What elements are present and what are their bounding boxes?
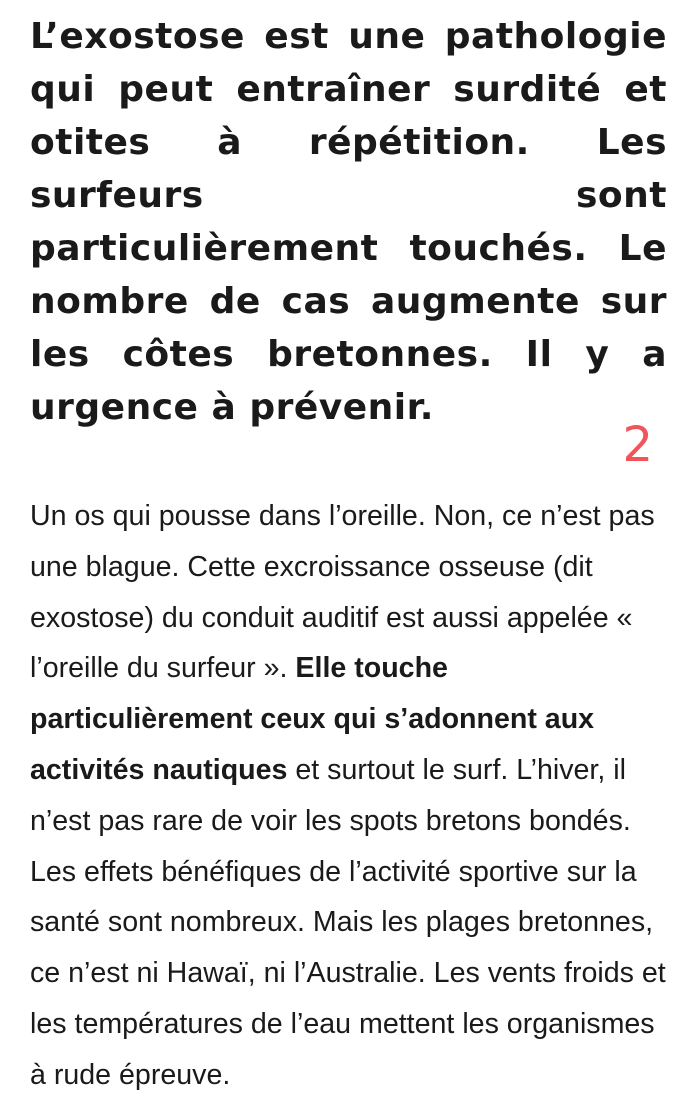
body-intro: Un os qui pousse dans l’oreille. Non, ce n’est pas une blague. Cette excroissance osseuse (dit exostose) du conduit auditif est aussi appelée « l’oreille du surfeur ». [30, 500, 655, 685]
article-body [30, 491, 667, 1101]
page-number-row [30, 417, 667, 487]
article [30, 0, 667, 1101]
body-rest: et surtout le surf. L’hiver, il n’est pas rare de voir les spots bretons bondés. Les effets bénéfiques de l’activité sportive sur la santé sont nombreux. Mais les plages bretonnes, ce n’est ni Hawaï, ni l’Australie. Les vents froids et les températures de l’eau mettent les organismes à rude épreuve. [30, 753, 666, 1091]
page-number: 2 [622, 417, 653, 473]
body-emphasis: Elle touche particulièrement ceux qui s’adonnent aux activités nautiques [30, 652, 595, 786]
article-lead: L’exostose est une pathologie qui peut entraîner surdité et otites à répétition. Les surfeurs sont particulièrement touchés. Le nombre de cas augmente sur les côtes bretonnes. Il y a urgence à prévenir. [30, 16, 667, 428]
